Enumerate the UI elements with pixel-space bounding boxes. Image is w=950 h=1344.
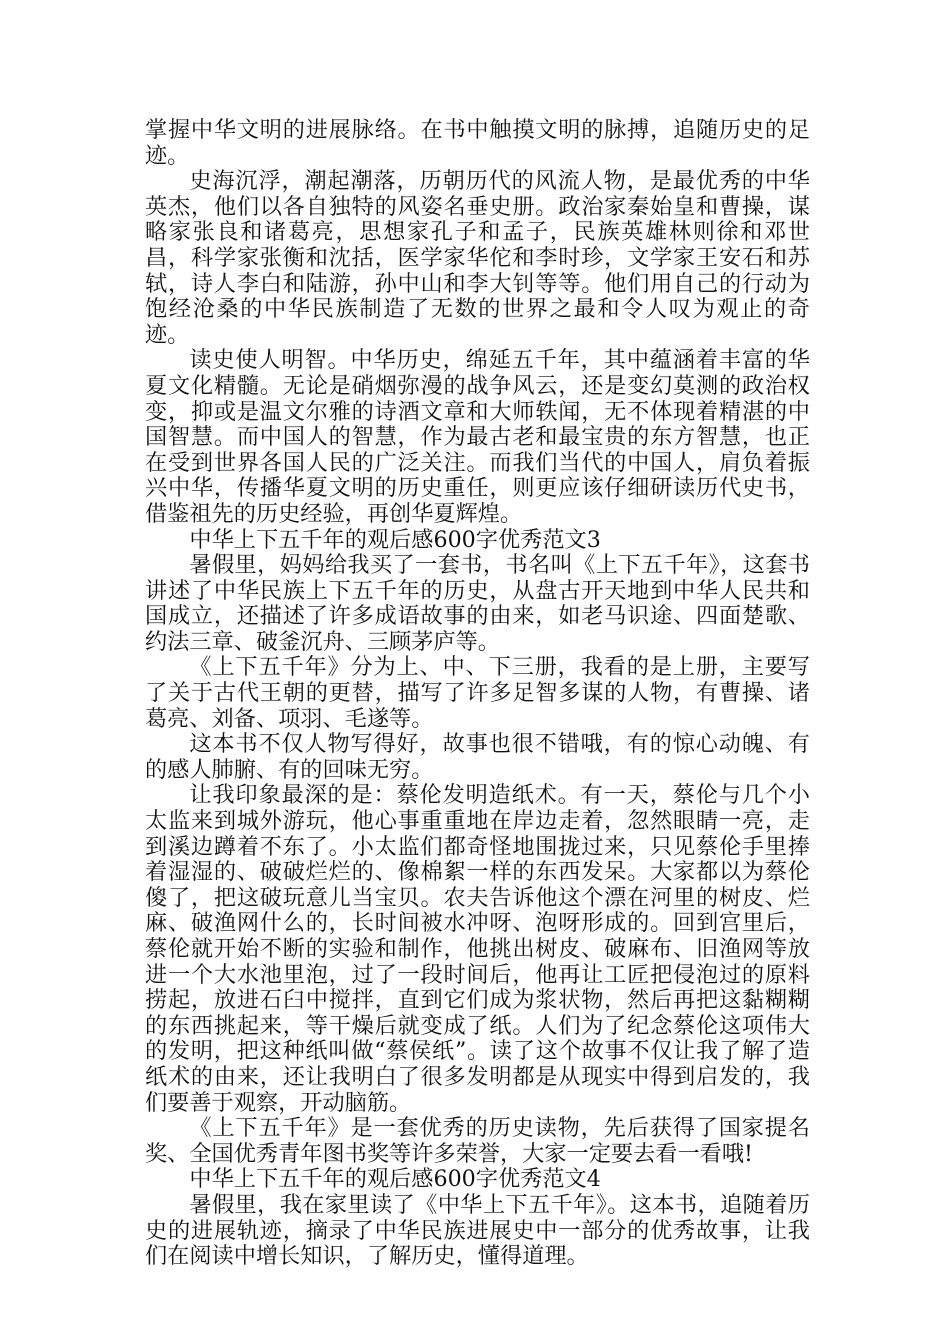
paragraph: 《上下五千年》分为上、中、下三册，我看的是上册，主要写了关于古代王朝的更替，描写了许多足智多谋的人物，有曹操、诸葛亮、刘备、项羽、毛遂等。 bbox=[145, 654, 810, 732]
paragraph: 史海沉浮，潮起潮落，历朝历代的风流人物，是最优秀的中华英杰，他们以各自独特的风姿名垂史册。政治家秦始皇和曹操，谋略家张良和诸葛亮，思想家孔子和孟子，民族英雄林则徐和邓世昌，科学家张衡和沈括，医学家华佗和李时珍，文学家王安石和苏轼，诗人李白和陆游，孙中山和李大钊等等。他们用自己的行动为饱经沧桑的中华民族制造了无数的世界之最和令人叹为观止的奇迹。 bbox=[145, 168, 810, 348]
paragraph: 读史使人明智。中华历史，绵延五千年，其中蕴涵着丰富的华夏文化精髓。无论是硝烟弥漫的战争风云，还是变幻莫测的政治权变，抑或是温文尔雅的诗酒文章和大师轶闻，无不体现着精湛的中国智慧。而中国人的智慧，作为最古老和最宝贵的东方智慧，也正在受到世界各国人民的广泛关注。而我们当代的中国人，肩负着振兴中华，传播华夏文明的历史重任，则更应该仔细研读历代史书，借鉴祖先的历史经验，再创华夏辉煌。 bbox=[145, 347, 810, 527]
paragraph: 让我印象最深的是：蔡伦发明造纸术。有一天，蔡伦与几个小太监来到城外游玩，他心事重重地在岸边走着，忽然眼睛一亮，走到溪边蹲着不东了。小太监们都奇怪地围拢过来，只见蔡伦手里捧着湿湿的、破破烂烂的、像棉絮一样的东西发呆。大家都以为蔡伦傻了，把这破玩意儿当宝贝。农夫告诉他这个漂在河里的树皮、烂麻、破渔网什么的，长时间被水冲呀、泡呀形成的。回到宫里后，蔡伦就开始不断的实验和制作，他挑出树皮、破麻布、旧渔网等放进一个大水池里泡，过了一段时间后，他再让工匠把侵泡过的原料捞起，放进石臼中搅拌，直到它们成为浆状物，然后再把这黏糊糊的东西挑起来，等干燥后就变成了纸。人们为了纪念蔡伦这项伟大的发明，把这种纸叫做“蔡侯纸”。读了这个故事不仅让我了解了造纸术的由来，还让我明白了很多发明都是从现实中得到启发的，我们要善于观察，开动脑筋。 bbox=[145, 782, 810, 1116]
document-body bbox=[145, 118, 810, 1270]
paragraph: 暑假里，妈妈给我买了一套书，书名叫《上下五千年》，这套书讲述了中华民族上下五千年的历史，从盘古开天地到中华人民共和国成立，还描述了许多成语故事的由来，如老马识途、四面楚歌、约法三章、破釜沉舟、三顾茅庐等。 bbox=[145, 552, 810, 655]
section-heading: 中华上下五千年的观后感600字优秀范文4 bbox=[189, 1166, 601, 1193]
paragraph: 这本书不仅人物写得好，故事也很不错哦，有的惊心动魄、有的感人肺腑、有的回味无穷。 bbox=[145, 731, 810, 783]
section-heading: 中华上下五千年的观后感600字优秀范文3 bbox=[189, 526, 601, 553]
paragraph: 暑假里，我在家里读了《中华上下五千年》。这本书，追随着历史的进展轨迹，摘录了中华民族进展史中一部分的优秀故事，让我们在阅读中增长知识，了解历史，懂得道理。 bbox=[145, 1191, 810, 1270]
paragraph: 《上下五千年》是一套优秀的历史读物，先后获得了国家提名奖、全国优秀青年图书奖等许多荣誉，大家一定要去看一看哦! bbox=[145, 1115, 810, 1167]
paragraph: 掌握中华文明的进展脉络。在书中触摸文明的脉搏，追随历史的足迹。 bbox=[145, 117, 810, 169]
